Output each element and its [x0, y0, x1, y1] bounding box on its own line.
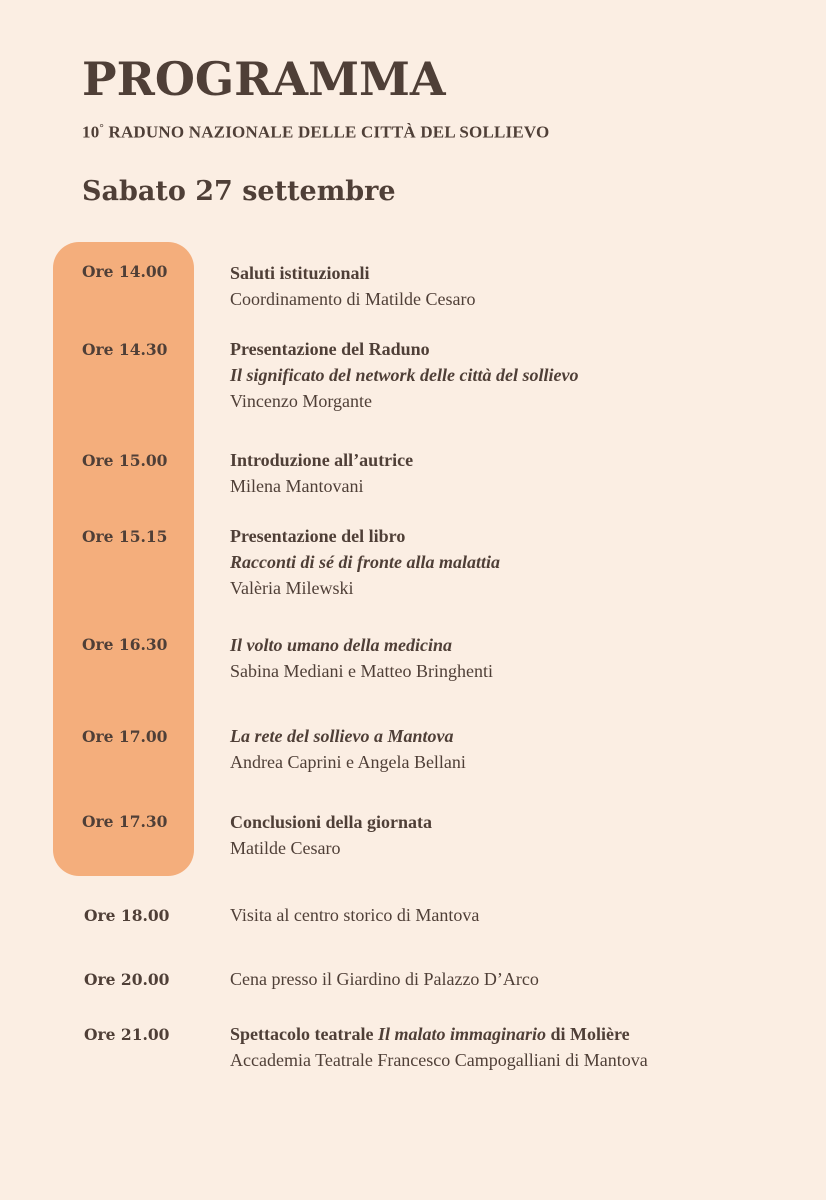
- event-subtitle: [82, 122, 549, 143]
- schedule-entry: [230, 447, 800, 499]
- page-title: PROGRAMMA: [82, 52, 446, 106]
- schedule-time: Ore 21.00: [84, 1025, 170, 1044]
- entry-title: Presentazione del libro: [230, 526, 406, 546]
- schedule-time: Ore 20.00: [84, 970, 170, 989]
- entry-title: Conclusioni della giornata: [230, 812, 433, 832]
- schedule-entry: [230, 336, 800, 414]
- entry-title: Introduzione all’autrice: [230, 450, 414, 470]
- entry-subtitle: Il volto umano della medicina: [230, 635, 453, 655]
- schedule-entry: [230, 809, 800, 861]
- schedule-time: Ore 15.15: [82, 527, 168, 546]
- entry-detail: Accademia Teatrale Francesco Campogalliani di Mantova: [230, 1050, 648, 1070]
- entry-detail: Visita al centro storico di Mantova: [230, 905, 480, 925]
- entry-detail: Milena Mantovani: [230, 476, 364, 496]
- entry-detail: Coordinamento di Matilde Cesaro: [230, 289, 476, 309]
- entry-title: Presentazione del Raduno: [230, 339, 430, 359]
- entry-detail: Cena presso il Giardino di Palazzo D’Arco: [230, 969, 539, 989]
- entry-detail: Matilde Cesaro: [230, 838, 341, 858]
- schedule-entry: [230, 632, 800, 684]
- entry-subtitle: La rete del sollievo a Mantova: [230, 726, 454, 746]
- entry-detail: Sabina Mediani e Matteo Bringhenti: [230, 661, 493, 681]
- schedule-entry: [230, 1021, 800, 1073]
- entry-detail: Valèria Milewski: [230, 578, 354, 598]
- schedule-time: Ore 17.00: [82, 727, 168, 746]
- schedule-time: Ore 17.30: [82, 812, 168, 831]
- schedule-time: Ore 14.00: [82, 262, 168, 281]
- schedule-entry: [230, 523, 800, 601]
- schedule-time: Ore 14.30: [82, 340, 168, 359]
- event-name: RADUNO NAZIONALE DELLE CITTÀ DEL SOLLIEVO: [108, 122, 550, 142]
- schedule-entry: [230, 966, 800, 992]
- edition-number: 10: [82, 122, 100, 142]
- day-heading: Sabato 27 settembre: [82, 176, 396, 207]
- degree-mark: °: [99, 122, 105, 134]
- entry-detail: Vincenzo Morgante: [230, 391, 373, 411]
- entry-title-part1: Spettacolo teatrale: [230, 1024, 374, 1044]
- schedule-time: Ore 15.00: [82, 451, 168, 470]
- entry-subtitle: Racconti di sé di fronte alla malattia: [230, 552, 500, 572]
- schedule-entry: [230, 260, 800, 312]
- schedule-time: Ore 16.30: [82, 635, 168, 654]
- entry-title: Saluti istituzionali: [230, 263, 370, 283]
- entry-detail: Andrea Caprini e Angela Bellani: [230, 752, 466, 772]
- schedule-entry: [230, 723, 800, 775]
- schedule-time: Ore 18.00: [84, 906, 170, 925]
- entry-title-part2: di Molière: [550, 1024, 630, 1044]
- entry-title: [230, 1021, 800, 1047]
- schedule-entry: [230, 902, 800, 928]
- entry-subtitle: Il significato del network delle città del sollievo: [230, 365, 579, 385]
- entry-title-italic: Il malato immaginario: [377, 1024, 546, 1044]
- afternoon-highlight-band: [53, 242, 194, 876]
